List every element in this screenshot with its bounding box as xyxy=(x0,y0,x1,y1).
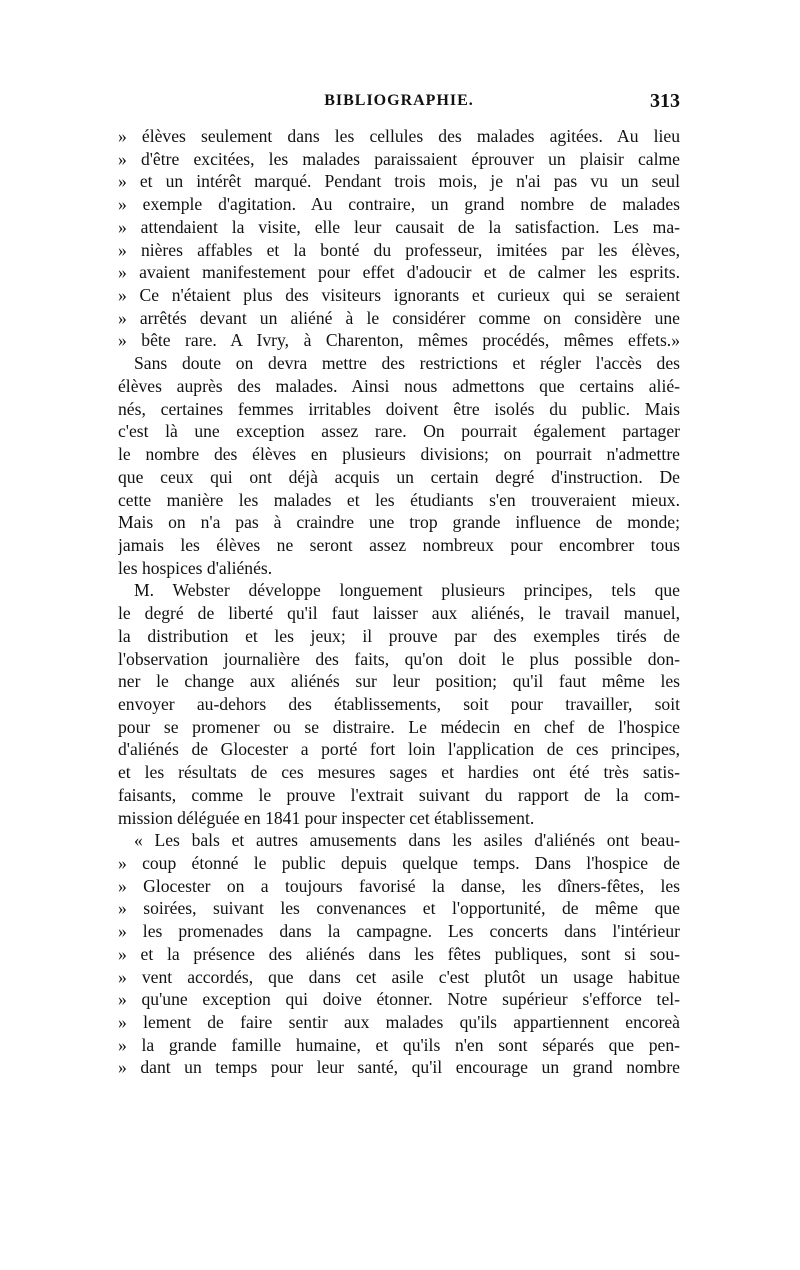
text-line: envoyer au-dehors des établissements, soit pour travailler, soit xyxy=(118,693,680,714)
text-line: » exemple d'agitation. Au contraire, un grand nombre de malades xyxy=(118,194,680,215)
body-text xyxy=(118,125,680,1079)
text-line: M. Webster développe longuement plusieurs principes, tels que xyxy=(134,580,680,601)
text-line: » élèves seulement dans les cellules des malades agitées. Au lieu xyxy=(118,126,680,146)
text-line: pour se promener ou se distraire. Le médecin en chef de l'hospice xyxy=(118,716,680,737)
text-line: » et la présence des aliénés dans les fêtes publiques, sont si sou- xyxy=(118,943,680,964)
text-line: » et un intérêt marqué. Pendant trois mois, je n'ai pas vu un seul xyxy=(118,171,680,192)
text-line: ner le change aux aliénés sur leur position; qu'il faut même les xyxy=(118,671,680,692)
text-line: faisants, comme le prouve l'extrait suivant du rapport de la com- xyxy=(118,784,680,805)
text-line: » la grande famille humaine, et qu'ils n'en sont séparés que pen- xyxy=(118,1034,680,1055)
text-line: nés, certaines femmes irritables doivent être isolés du public. Mais xyxy=(118,398,680,419)
text-line: le nombre des élèves en plusieurs divisions; on pourrait n'admettre xyxy=(118,444,680,465)
text-line: c'est là une exception assez rare. On pourrait également partager xyxy=(118,421,680,442)
text-line: Sans doute on devra mettre des restrictions et régler l'accès des xyxy=(134,353,680,374)
text-line: » soirées, suivant les convenances et l'opportunité, de même que xyxy=(118,898,680,919)
text-line: mission déléguée en 1841 pour inspecter cet établissement. xyxy=(118,807,535,828)
page-header xyxy=(118,92,680,116)
text-line: » qu'une exception qui doive étonner. Notre supérieur s'efforce tel- xyxy=(118,989,680,1010)
text-line: et les résultats de ces mesures sages et hardies ont été très satis- xyxy=(118,762,680,783)
text-line: » attendaient la visite, elle leur causait de la satisfaction. Les ma- xyxy=(118,216,680,237)
text-line: » Glocester on a toujours favorisé la danse, les dîners-fêtes, les xyxy=(118,875,680,896)
text-line: » lement de faire sentir aux malades qu'ils appartiennent encoreà xyxy=(118,1012,680,1033)
text-line: » vent accordés, que dans cet asile c'est plutôt un usage habitue xyxy=(118,966,680,987)
text-line: » coup étonné le public depuis quelque temps. Dans l'hospice de xyxy=(118,853,680,873)
text-line: cette manière les malades et les étudiants s'en trouveraient mieux. xyxy=(118,489,680,510)
text-line: » Ce n'étaient plus des visiteurs ignorants et curieux qui se seraient xyxy=(118,285,680,306)
text-line: élèves auprès des malades. Ainsi nous admettons que certains alié- xyxy=(118,375,680,396)
page-number: 313 xyxy=(650,90,680,112)
text-line: » avaient manifestement pour effet d'adoucir et de calmer les esprits. xyxy=(118,262,680,283)
running-title: BIBLIOGRAPHIE. xyxy=(324,92,474,109)
text-line: » bête rare. A Ivry, à Charenton, mêmes procédés, mêmes effets.» xyxy=(118,330,680,351)
text-line: jamais les élèves ne seront assez nombreux pour encombrer tous xyxy=(118,534,680,555)
text-line: » nières affables et la bonté du professeur, imitées par les élèves, xyxy=(118,239,680,260)
text-line: « Les bals et autres amusements dans les asiles d'aliénés ont beau- xyxy=(134,830,680,851)
text-line: que ceux qui ont déjà acquis un certain degré d'instruction. De xyxy=(118,466,680,487)
text-line: » arrêtés devant un aliéné à le considérer comme on considère une xyxy=(118,307,680,328)
text-line: » d'être excitées, les malades paraissaient éprouver un plaisir calme xyxy=(118,148,680,169)
text-line: Mais on n'a pas à craindre une trop grande influence de monde; xyxy=(118,512,680,533)
text-line: les hospices d'aliénés. xyxy=(118,557,273,578)
text-line: d'aliénés de Glocester a porté fort loin l'application de ces principes, xyxy=(118,739,680,760)
text-line: le degré de liberté qu'il faut laisser aux aliénés, le travail manuel, xyxy=(118,603,680,624)
text-line: l'observation journalière des faits, qu'on doit le plus possible don- xyxy=(118,648,680,669)
text-line: » les promenades dans la campagne. Les concerts dans l'intérieur xyxy=(118,921,680,942)
text-line: » dant un temps pour leur santé, qu'il encourage un grand nombre xyxy=(118,1057,680,1078)
text-line: la distribution et les jeux; il prouve par des exemples tirés de xyxy=(118,625,680,646)
